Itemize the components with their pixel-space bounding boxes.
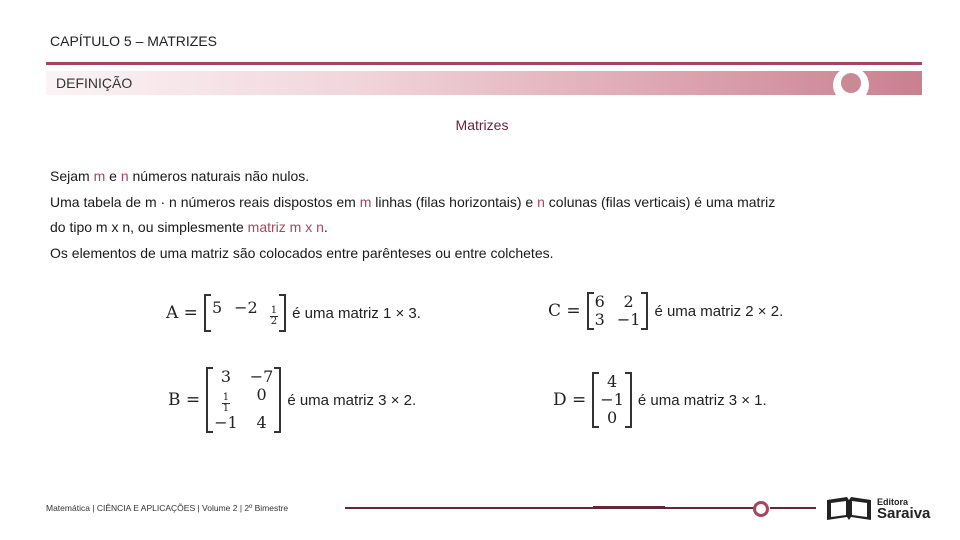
matrix-c-name: C = — [548, 301, 581, 321]
example-matrix-c — [548, 292, 783, 330]
matrix-cell: −1 — [600, 390, 624, 409]
footer-circle-icon — [753, 501, 769, 517]
example-matrix-a — [166, 294, 421, 332]
section-label: DEFINIÇÃO — [56, 75, 133, 91]
matrix-cell-fraction: $\frac{1}{1}$ — [222, 392, 230, 414]
matrix-cell: 4 — [256, 413, 267, 432]
footer-rule — [345, 507, 765, 509]
matrix-cell: 5 — [211, 298, 223, 317]
top-rule — [46, 62, 922, 65]
logo-editora: Editora — [877, 497, 909, 507]
definition-line-4: Os elementos de uma matriz são colocados entre parênteses ou entre colchetes. — [50, 244, 554, 261]
definition-text — [50, 164, 920, 266]
matrix-cell: 4 — [606, 372, 618, 391]
matrix-cell-fraction: $\frac{1}{2}$ — [270, 305, 278, 327]
matrix-cell: −1 — [616, 310, 641, 329]
matrix-d-bracket — [592, 372, 632, 428]
matrix-a-name: A = — [166, 303, 198, 323]
chapter-title: CAPÍTULO 5 – MATRIZES — [50, 33, 217, 49]
matrix-d-name: D = — [553, 390, 587, 410]
example-matrix-b — [168, 367, 416, 433]
matrix-a-bracket — [204, 294, 286, 332]
definition-line-1: Sejam m e n números naturais não nulos. — [50, 168, 310, 184]
matrix-cell: 3 — [220, 367, 232, 386]
footer-text: Matemática | CIÊNCIA E APLICAÇÕES | Volume 2 | 2º Bimestre — [46, 503, 289, 513]
matrix-a-description: é uma matriz 1 × 3. — [292, 304, 421, 322]
definition-line-3: do tipo m x n, ou simplesmente matriz m x n. — [50, 219, 328, 235]
definition-line-2: Uma tabela de m · n números reais dispostos em m linhas (filas horizontais) e n colunas (filas verticais) é uma matriz — [50, 193, 776, 210]
logo-saraiva: Saraiva — [877, 505, 931, 522]
matrix-cell: 6 — [594, 292, 605, 311]
matrix-b-name: B = — [168, 390, 201, 410]
open-book-icon — [825, 494, 873, 522]
footer-rule-tail — [770, 507, 816, 509]
matrix-b-bracket — [206, 367, 281, 433]
example-matrix-d — [553, 372, 767, 428]
matrix-cell: 2 — [623, 292, 634, 311]
matrix-cell: −1 — [214, 413, 238, 432]
matrix-cell: 0 — [606, 408, 618, 427]
section-dot-icon — [833, 67, 869, 103]
page-subtitle: Matrizes — [455, 117, 509, 133]
matrix-cell: 3 — [594, 310, 605, 329]
matrix-c-description: é uma matriz 2 × 2. — [654, 302, 784, 320]
footer-rule-accent — [593, 506, 665, 509]
publisher-logo — [825, 494, 930, 522]
matrix-c-bracket — [587, 292, 649, 330]
matrix-cell: −7 — [249, 367, 274, 386]
section-band — [46, 71, 922, 95]
matrix-d-description: é uma matriz 3 × 1. — [637, 391, 767, 409]
matrix-cell: 0 — [256, 385, 267, 404]
matrix-b-description: é uma matriz 3 × 2. — [287, 391, 417, 409]
matrix-cell: −2 — [234, 298, 258, 317]
logo-text — [877, 496, 930, 520]
